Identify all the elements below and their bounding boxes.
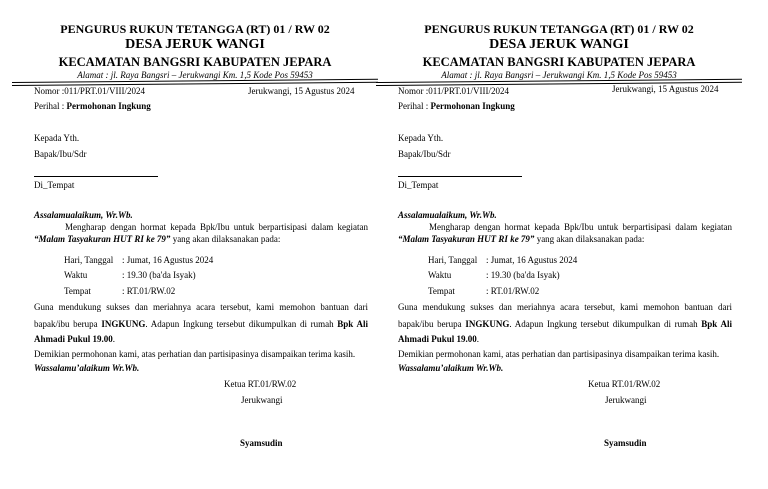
para2-a: bapak/ibu berupa [34, 319, 102, 329]
para2-line2 [34, 318, 368, 330]
recipient-underline [398, 176, 522, 177]
header-village: DESA JERUK WANGI [489, 37, 629, 52]
para1-line2 [34, 234, 280, 245]
host-time: Ahmadi Pukul 19.00 [398, 334, 477, 344]
perihal-value: Permohonan Ingkung [66, 101, 151, 111]
sign-title: Ketua RT.01/RW.02 [588, 379, 661, 389]
para2-dot: . [112, 334, 116, 344]
recipient: Bapak/Ibu/Sdr [398, 149, 451, 159]
sign-title: Ketua RT.01/RW.02 [224, 379, 297, 389]
para1-tail: yang akan dilaksanakan pada: [170, 234, 281, 244]
header-district: KECAMATAN BANGSRI KABUPATEN JEPARA [422, 55, 696, 69]
para2-b: . Adapun Ingkung tersebut dikumpulkan di rumah [145, 319, 338, 329]
nomor: Nomor :011/PRT.01/VIII/2024 [34, 86, 145, 96]
closing: Demikian permohonan kami, atas perhatian dan partisipasinya disampaikan terima kasih. [398, 349, 720, 359]
detail-value-date: : Jumat, 16 Agustus 2024 [122, 255, 214, 265]
signer: Syamsudin [604, 438, 647, 448]
nomor: Nomor :011/PRT.01/VIII/2024 [398, 86, 509, 96]
para2-line1: Guna mendukung sukses dan meriahnya acara tersebut, kami memohon bantuan dari [398, 302, 732, 312]
event-name: “Malam Tasyakuran HUT RI ke 79” [398, 234, 535, 244]
header-address: Alamat : jl. Raya Bangsri – Jerukwangi Km. 1,5 Kode Pos 59453 [441, 70, 677, 80]
detail-value-date: : Jumat, 16 Agustus 2024 [486, 255, 578, 265]
di-tempat: Di_Tempat [398, 180, 439, 190]
signer: Syamsudin [240, 438, 283, 448]
letter-left [20, 0, 370, 489]
para2-line1: Guna mendukung sukses dan meriahnya acara tersebut, kami memohon bantuan dari [34, 302, 368, 312]
host-time: Ahmadi Pukul 19.00 [34, 334, 113, 344]
para2-line3 [34, 334, 115, 345]
para2-a: bapak/ibu berupa [398, 319, 466, 329]
sign-place: Jerukwangi [605, 395, 647, 405]
header-address: Alamat : jl. Raya Bangsri – Jerukwangi Km. 1,5 Kode Pos 59453 [77, 70, 313, 80]
para2-line3 [398, 334, 479, 345]
di-tempat: Di_Tempat [34, 180, 75, 190]
salam: Wassalamu’alaikum Wr.Wb. [34, 363, 140, 373]
letter-right [384, 0, 734, 489]
para1-line2 [398, 234, 644, 245]
para2-dot: . [476, 334, 480, 344]
header-district: KECAMATAN BANGSRI KABUPATEN JEPARA [58, 55, 332, 69]
header-org: PENGURUS RUKUN TETANGGA (RT) 01 / RW 02 [60, 22, 330, 36]
ingkung: INGKUNG [101, 319, 146, 329]
kepada: Kepada Yth. [398, 133, 444, 143]
greeting: Assalamualaikum, Wr.Wb. [398, 210, 497, 220]
bpk-ali: Bpk Ali [701, 319, 732, 329]
sign-place: Jerukwangi [241, 395, 283, 405]
ingkung: INGKUNG [465, 319, 510, 329]
closing: Demikian permohonan kami, atas perhatian dan partisipasinya disampaikan terima kasih. [34, 349, 356, 359]
date: Jerukwangi, 15 Agustus 2024 [248, 86, 355, 96]
kepada: Kepada Yth. [34, 133, 80, 143]
para1-line1: Mengharap dengan hormat kepada Bpk/Ibu untuk berpartisipasi dalam kegiatan [65, 222, 368, 232]
para2-b: . Adapun Ingkung tersebut dikumpulkan di rumah [509, 319, 702, 329]
para2-line2 [398, 318, 732, 330]
perihal [34, 101, 151, 112]
greeting: Assalamualaikum, Wr.Wb. [34, 210, 133, 220]
perihal-label: Perihal : [34, 101, 67, 111]
perihal [398, 101, 515, 112]
event-name: “Malam Tasyakuran HUT RI ke 79” [34, 234, 171, 244]
detail-label-place: Tempat [428, 286, 455, 296]
detail-value-time: : 19.30 (ba'da Isyak) [486, 270, 560, 280]
header-org: PENGURUS RUKUN TETANGGA (RT) 01 / RW 02 [424, 22, 694, 36]
detail-label-date: Hari, Tanggal [428, 255, 478, 265]
perihal-label: Perihal : [398, 101, 431, 111]
para1-line1: Mengharap dengan hormat kepada Bpk/Ibu untuk berpartisipasi dalam kegiatan [429, 222, 732, 232]
header-village: DESA JERUK WANGI [125, 37, 265, 52]
para1-tail: yang akan dilaksanakan pada: [534, 234, 645, 244]
salam: Wassalamu’alaikum Wr.Wb. [398, 363, 504, 373]
recipient: Bapak/Ibu/Sdr [34, 149, 87, 159]
bpk-ali: Bpk Ali [337, 319, 368, 329]
detail-value-place: : RT.01/RW.02 [486, 286, 540, 296]
detail-label-place: Tempat [64, 286, 91, 296]
detail-value-place: : RT.01/RW.02 [122, 286, 176, 296]
detail-label-time: Waktu [64, 270, 88, 280]
perihal-value: Permohonan Ingkung [430, 101, 515, 111]
date: Jerukwangi, 15 Agustus 2024 [612, 84, 719, 94]
detail-value-time: : 19.30 (ba'da Isyak) [122, 270, 196, 280]
detail-label-time: Waktu [428, 270, 452, 280]
recipient-underline [34, 176, 158, 177]
detail-label-date: Hari, Tanggal [64, 255, 114, 265]
